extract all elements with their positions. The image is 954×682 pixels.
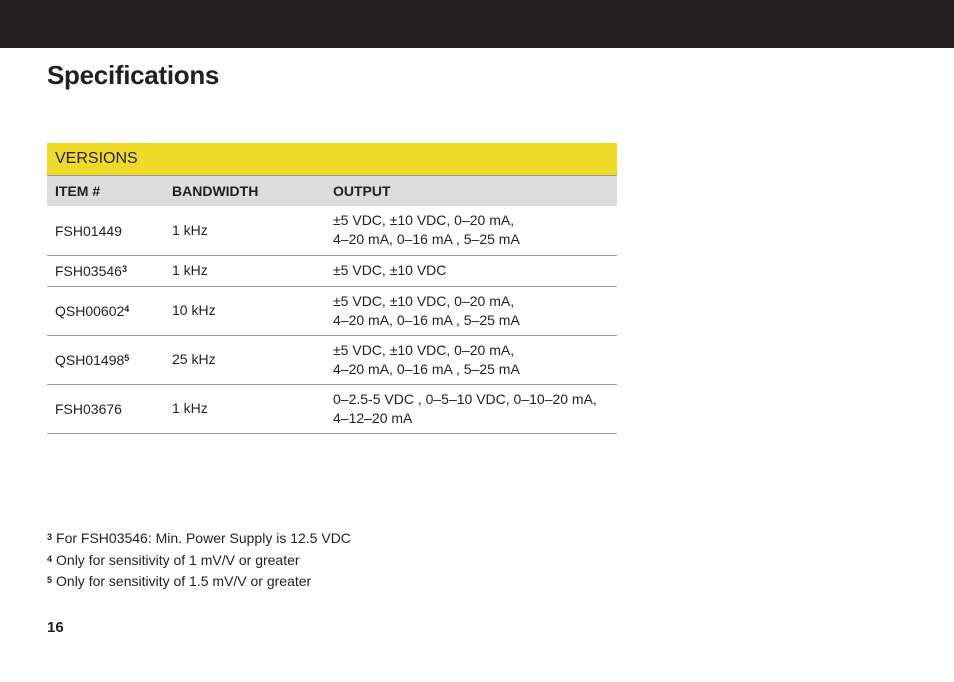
item-cell <box>47 255 164 286</box>
output-line: ±5 VDC, ±10 VDC, 0–20 mA, <box>333 212 515 229</box>
top-header-bar <box>0 0 954 48</box>
item-number: FSH03676 <box>55 401 122 417</box>
footnote-number: 4 <box>47 553 53 564</box>
footnote <box>47 570 351 592</box>
column-header-item: ITEM # <box>47 176 164 207</box>
page-number: 16 <box>47 619 64 636</box>
table-row <box>47 255 617 286</box>
bandwidth-cell: 1 kHz <box>164 384 325 433</box>
item-cell <box>47 286 164 335</box>
output-cell <box>325 206 617 255</box>
output-line: 4–12–20 mA <box>333 409 413 426</box>
versions-table <box>47 143 617 434</box>
output-line: 4–20 mA, 0–16 mA , 5–25 mA <box>333 311 520 328</box>
output-cell <box>325 255 617 286</box>
footnote <box>47 527 351 549</box>
footnote-number: 5 <box>47 575 53 585</box>
output-cell <box>325 335 617 384</box>
footnote-text: Only for sensitivity of 1.5 mV/V or greater <box>56 573 312 589</box>
footnote-text: Only for sensitivity of 1 mV/V or greater <box>56 551 300 568</box>
item-number: FSH03546 <box>55 263 122 279</box>
versions-section-row <box>47 143 617 176</box>
output-line: 4–20 mA, 0–16 mA , 5–25 mA <box>333 231 520 248</box>
output-line: ±5 VDC, ±10 VDC, 0–20 mA, <box>333 292 515 309</box>
item-cell <box>47 335 164 384</box>
bandwidth-cell: 25 kHz <box>164 335 325 384</box>
versions-section-label: VERSIONS <box>47 143 617 176</box>
item-cell <box>47 206 164 255</box>
table-header-row <box>47 176 617 207</box>
footnote <box>47 549 351 571</box>
table-row <box>47 384 617 433</box>
table-row <box>47 335 617 384</box>
footnotes <box>47 527 351 592</box>
bandwidth-cell: 1 kHz <box>164 255 325 286</box>
table-row <box>47 206 617 255</box>
item-number: QSH01498 <box>55 352 125 368</box>
output-line: 0–2.5-5 VDC , 0–5–10 VDC, 0–10–20 mA, <box>333 390 597 407</box>
footnote-mark: 5 <box>124 353 130 363</box>
output-line: ±5 VDC, ±10 VDC, 0–20 mA, <box>333 341 515 358</box>
bandwidth-cell: 10 kHz <box>164 286 325 335</box>
footnote-number: 3 <box>47 532 53 542</box>
footnote-mark: 3 <box>121 264 127 274</box>
output-cell <box>325 384 617 433</box>
item-number: FSH01449 <box>55 222 122 239</box>
output-line: 4–20 mA, 0–16 mA , 5–25 mA <box>333 360 520 377</box>
column-header-bandwidth: BANDWIDTH <box>164 176 325 207</box>
output-line: ±5 VDC, ±10 VDC <box>333 262 447 278</box>
table-row <box>47 286 617 335</box>
item-number: QSH00602 <box>55 303 125 319</box>
page-title: Specifications <box>47 60 220 90</box>
column-header-output: OUTPUT <box>325 176 617 207</box>
footnote-text: For FSH03546: Min. Power Supply is 12.5 VDC <box>56 530 351 546</box>
output-cell <box>325 286 617 335</box>
item-cell <box>47 384 164 433</box>
footnote-mark: 4 <box>124 304 130 314</box>
bandwidth-cell: 1 kHz <box>164 206 325 255</box>
